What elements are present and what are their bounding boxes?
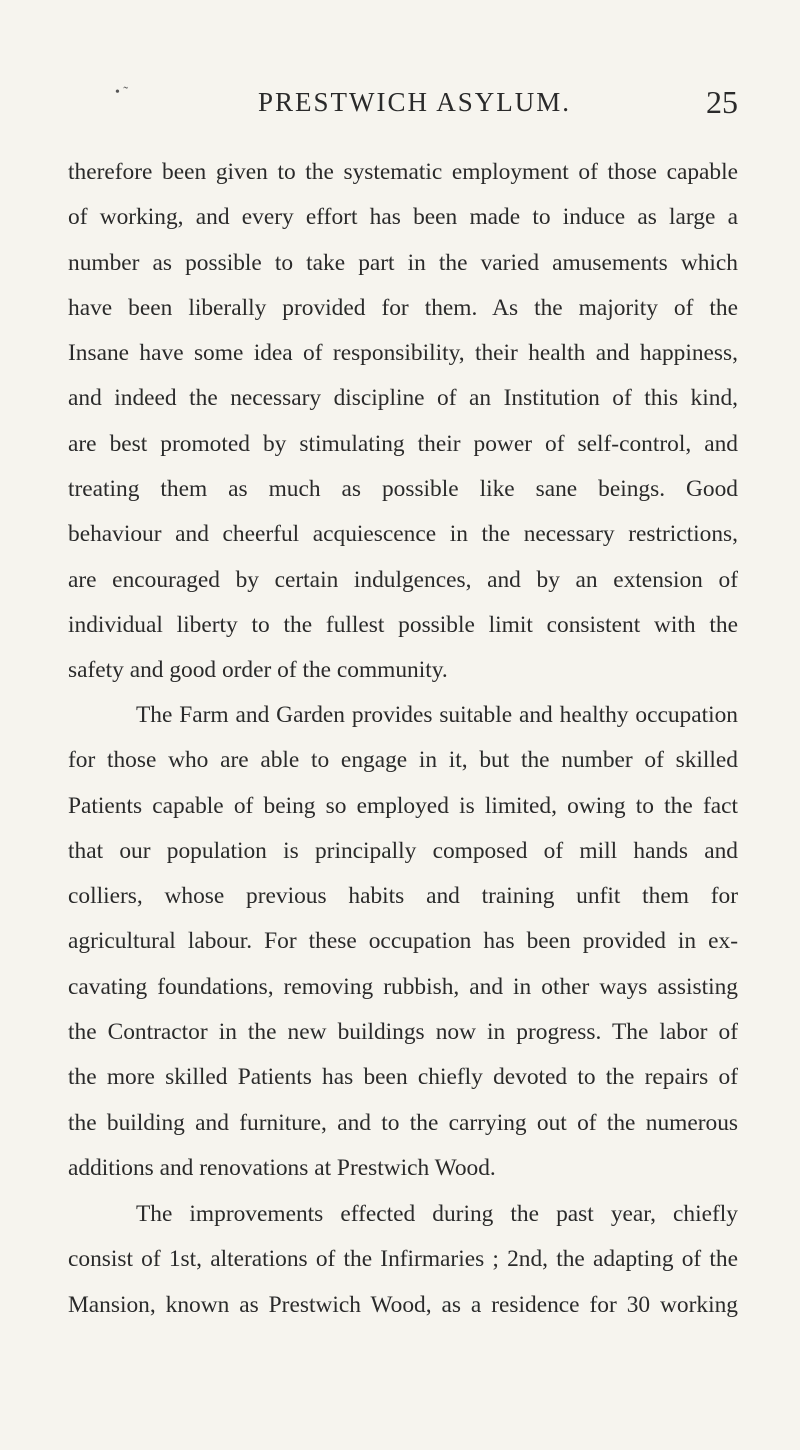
text-line: for those who are able to engage in it, but the number of skilled — [68, 747, 738, 774]
text-line: that our population is principally composed of mill hands and — [68, 837, 738, 864]
text-line: therefore been given to the systematic employment of those capable — [68, 159, 738, 185]
text-line: behaviour and cheerful acquiescence in the necessary restrictions, — [68, 521, 738, 548]
text-line: the building and furniture, and to the carrying out of the numerous — [68, 1109, 738, 1136]
text-line: individual liberty to the fullest possible limit consistent with the — [68, 611, 738, 638]
text-line: colliers, whose previous habits and training unfit them for — [68, 883, 738, 910]
text-line: additions and renovations at Prestwich Wood. — [68, 1154, 496, 1181]
text-line: number as possible to take part in the varied amusements which — [68, 249, 738, 276]
running-title: PRESTWICH ASYLUM. — [258, 87, 572, 117]
text-line: The Farm and Garden provides suitable and healthy occupation — [136, 702, 738, 728]
page-number: 25 — [706, 84, 738, 120]
text-line: have been liberally provided for them. As the majority of the — [68, 294, 738, 321]
text-line: are best promoted by stimulating their power of self-control, and — [68, 430, 738, 457]
page-marks: • ˜ — [115, 85, 129, 100]
text-line: agricultural labour. For these occupation has been provided in ex- — [68, 928, 738, 955]
paragraph-2 — [68, 693, 738, 1191]
text-line: Mansion, known as Prestwich Wood, as a residence for 30 working — [68, 1291, 738, 1318]
text-line: are encouraged by certain indulgences, and by an extension of — [68, 566, 738, 593]
text-line: of working, and every effort has been made to induce as large a — [68, 204, 738, 231]
paragraph-1 — [68, 150, 738, 694]
text-line: cavating foundations, removing rubbish, and in other ways assisting — [68, 973, 738, 1000]
running-head — [0, 82, 800, 122]
text-line: treating them as much as possible like sane beings. Good — [68, 476, 738, 503]
text-line: safety and good order of the community. — [68, 657, 448, 684]
text-line: the Contractor in the new buildings now in progress. The labor of — [68, 1019, 738, 1046]
text-line: consist of 1st, alterations of the Infirmaries ; 2nd, the adapting of the — [68, 1246, 738, 1273]
text-line: Insane have some idea of responsibility, their health and happiness, — [68, 340, 738, 367]
text-line: The improvements effected during the past year, chiefly — [136, 1201, 738, 1227]
paragraph-3 — [68, 1192, 738, 1328]
text-line: Patients capable of being so employed is limited, owing to the fact — [68, 792, 738, 819]
text-line: and indeed the necessary discipline of an Institution of this kind, — [68, 385, 738, 412]
text-line: the more skilled Patients has been chiefly devoted to the repairs of — [68, 1064, 738, 1091]
